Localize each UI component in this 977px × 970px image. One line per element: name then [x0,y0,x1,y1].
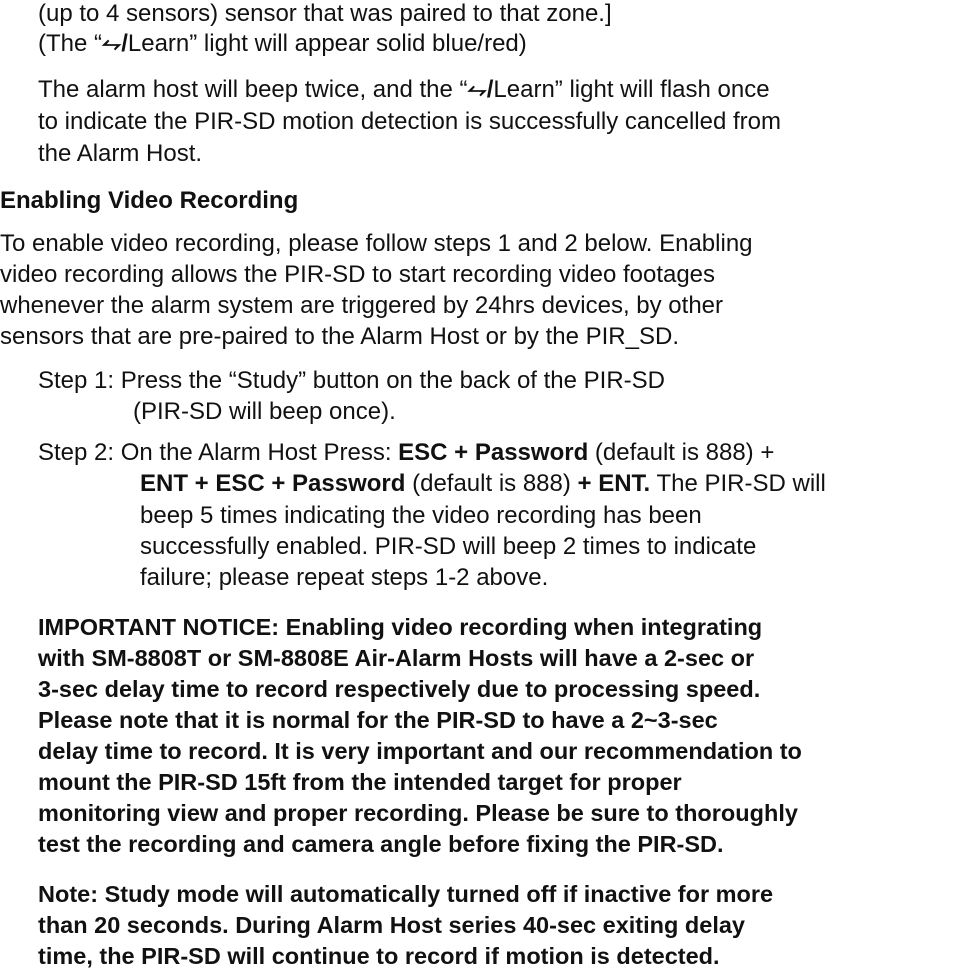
important-notice-line-1: IMPORTANT NOTICE: Enabling video recording when integrating [38,614,763,640]
step-2-line-2 [140,472,826,496]
note-line-3: time, the PIR-SD will continue to record if motion is detected. [38,943,720,969]
important-notice-line-7: monitoring view and proper recording. Please be sure to thoroughly [38,800,798,826]
cancel-paragraph-line-1 [38,78,770,102]
cancel-line-1-pre: The alarm host will beep twice, and the “ [38,76,468,103]
continued-line-2-post: Learn” light will appear solid blue/red) [127,30,527,57]
important-notice-line-4: Please note that it is normal for the PIR-SD to have a 2~3-sec [38,707,718,733]
step-1-line-1: Step 1: Press the “Study” button on the back of the PIR-SD [38,367,665,394]
intro-line-3: whenever the alarm system are triggered by 24hrs devices, by other [0,292,724,319]
important-notice-line-8: test the recording and camera angle before fixing the PIR-SD. [38,831,724,857]
step-2-line-3: beep 5 times indicating the video recording has been [140,502,702,529]
cancel-paragraph-line-3: the Alarm Host. [38,140,203,167]
section-heading: Enabling Video Recording [0,187,299,214]
step-2-line-2-bold-2: + ENT. [577,470,651,497]
cancel-line-1-post: Learn” light will flash once [493,76,770,103]
intro-line-4: sensors that are pre-paired to the Alarm Host or by the PIR_SD. [0,323,679,350]
step-1-line-2: (PIR-SD will beep once). [133,398,396,425]
important-notice-line-3: 3-sec delay time to record respectively due to processing speed. [38,676,761,702]
step-2-line-4: successfully enabled. PIR-SD will beep 2 times to indicate [140,533,757,560]
note-line-1: Note: Study mode will automatically turned off if inactive for more [38,881,774,907]
step-2-line-1-bold: ESC + Password [398,439,589,466]
continued-line-1: (up to 4 sensors) sensor that was paired to that zone.] [38,0,612,27]
step-2-line-1-post: (default is 888) + [588,439,775,466]
cancel-paragraph-line-2: to indicate the PIR-SD motion detection is successfully cancelled from [38,108,782,135]
step-2-line-2-mid: (default is 888) [405,470,578,497]
important-notice-line-2: with SM-8808T or SM-8808E Air-Alarm Hosts will have a 2-sec or [38,645,755,671]
important-notice-line-6: mount the PIR-SD 15ft from the intended target for proper [38,769,682,795]
step-2-line-5: failure; please repeat steps 1-2 above. [140,564,549,591]
learn-icon: ⥊/ [467,76,494,103]
learn-icon: ⥊/ [102,30,128,57]
step-2-line-2-post: The PIR-SD will [650,470,826,497]
intro-line-2: video recording allows the PIR-SD to start recording video footages [0,261,716,288]
note-line-2: than 20 seconds. During Alarm Host series 40-sec exiting delay [38,912,745,938]
step-2-line-2-bold: ENT + ESC + Password [140,470,406,497]
step-2-line-1-pre: Step 2: On the Alarm Host Press: [38,439,399,466]
important-notice-line-5: delay time to record. It is very important and our recommendation to [38,738,802,764]
continued-line-2 [38,32,527,56]
continued-line-2-pre: (The “ [38,30,103,57]
step-2-line-1 [38,441,774,465]
intro-line-1: To enable video recording, please follow steps 1 and 2 below. Enabling [0,230,753,257]
